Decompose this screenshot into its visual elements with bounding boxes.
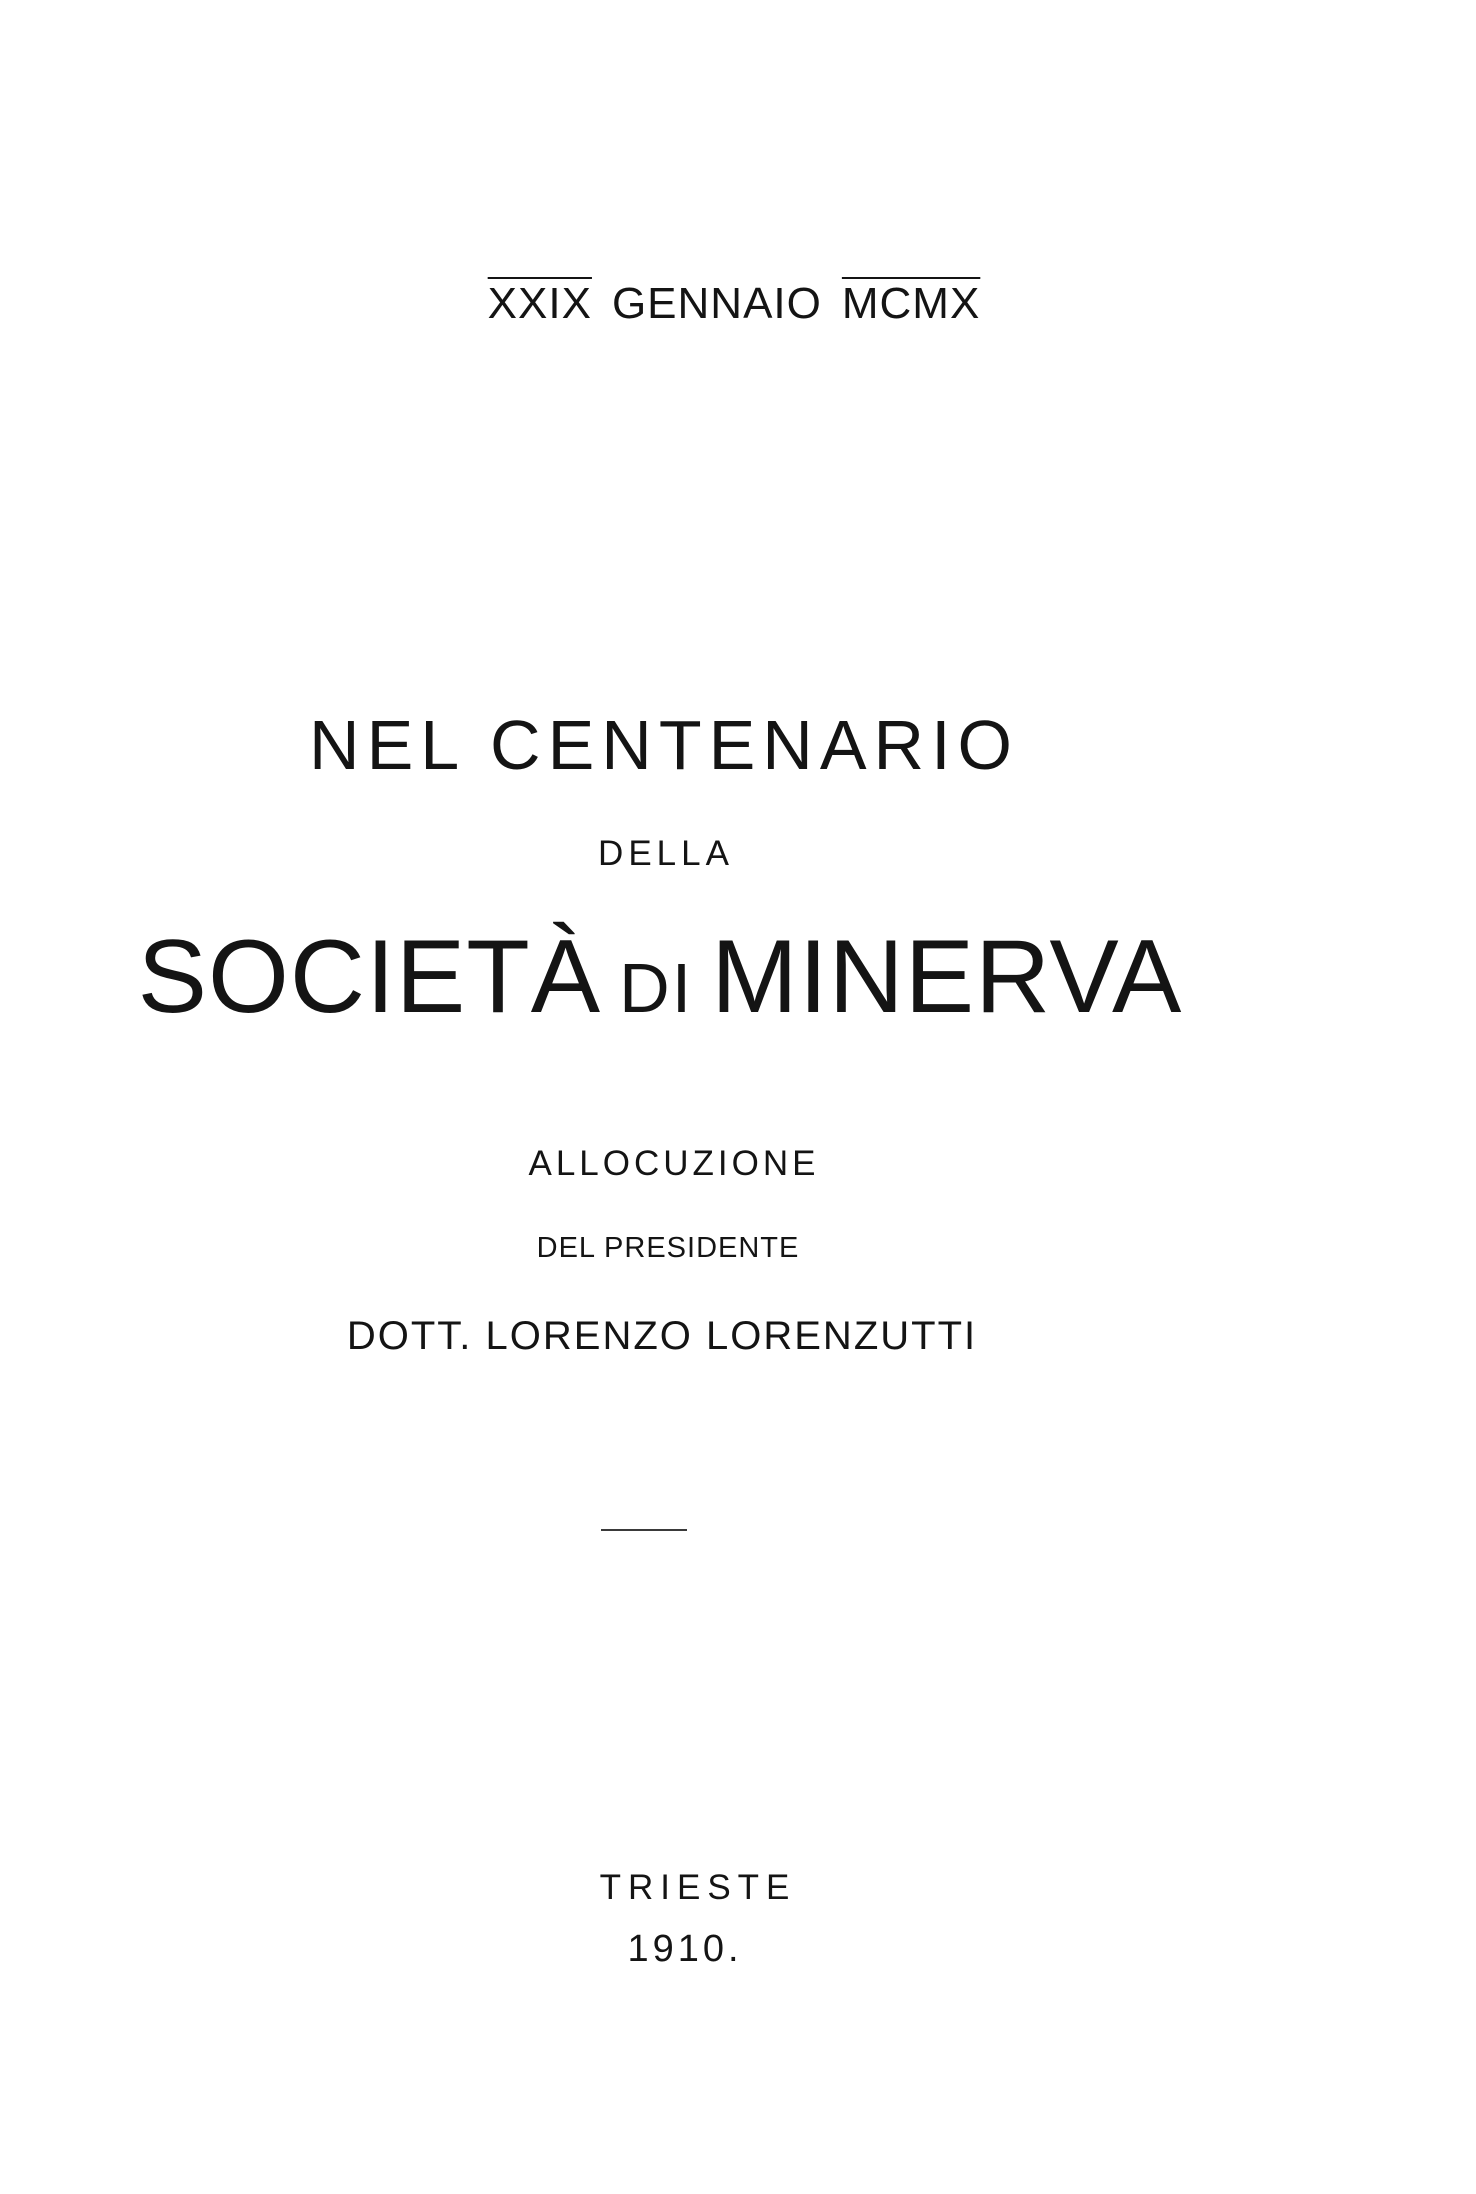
date-month: GENNAIO — [611, 279, 822, 328]
imprint-year: 1910. — [627, 1928, 743, 1970]
allocution-heading: ALLOCUZIONE — [528, 1144, 820, 1183]
imprint-place: TRIESTE — [599, 1868, 797, 1907]
title-di: DI — [619, 949, 694, 1027]
date-day: XXIX — [487, 279, 592, 328]
date-line — [0, 279, 1472, 328]
title-line-1: NEL CENTENARIO — [309, 706, 1019, 784]
title-societa: SOCIETÀ — [137, 919, 602, 1035]
allocution-name: DOTT. LORENZO LORENZUTTI — [346, 1314, 978, 1358]
divider-rule — [601, 1529, 687, 1531]
title-minerva: MINERVA — [711, 919, 1183, 1035]
title-line-2: DELLA — [598, 834, 734, 873]
date-year-roman: MCMX — [841, 279, 981, 328]
allocution-role: DEL PRESIDENTE — [536, 1232, 800, 1264]
title-line-3 — [0, 919, 1398, 1035]
